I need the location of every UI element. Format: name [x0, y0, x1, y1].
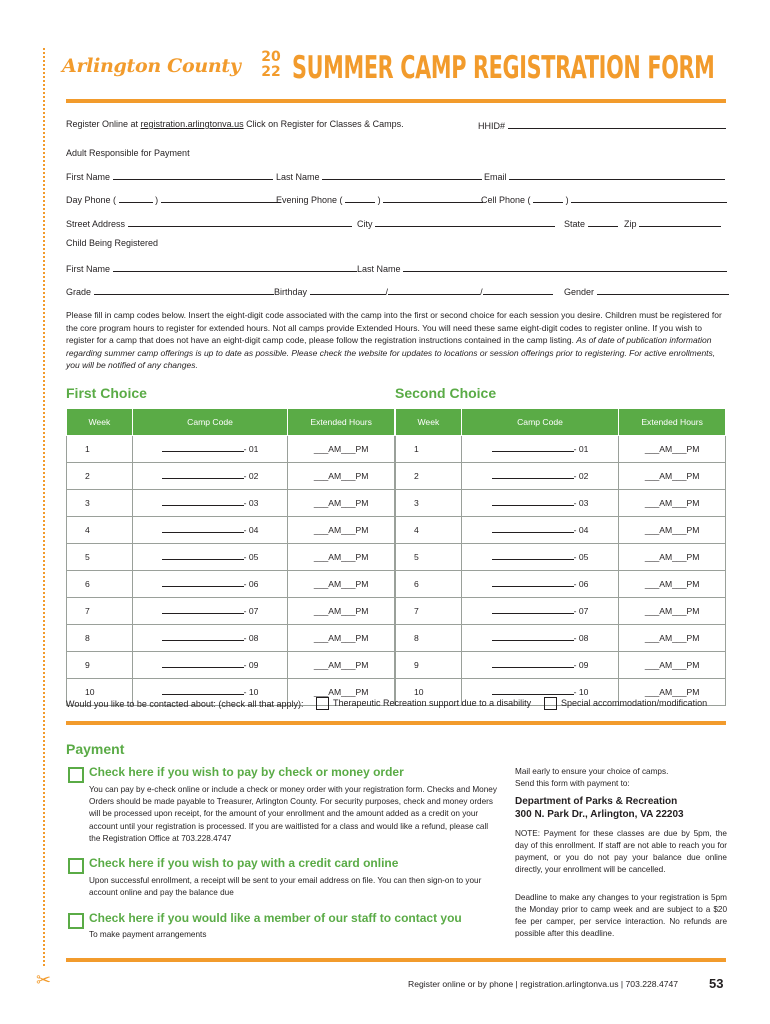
second-choice-row	[396, 517, 726, 544]
gender-label: Gender	[564, 287, 595, 297]
first-choice-row	[67, 625, 395, 652]
adult-first-name-field[interactable]	[66, 170, 273, 182]
cell-phone-close: )	[565, 195, 569, 205]
camp-code-suffix: - 03	[243, 498, 259, 508]
department-name: Department of Parks & Recreation	[515, 796, 678, 807]
column-header-camp-code: Camp Code	[461, 409, 619, 436]
register-suffix: Click on Register for Classes & Camps.	[243, 119, 404, 129]
extended-hours-cell[interactable]: ___AM___PM	[288, 490, 395, 517]
week-number: 9	[396, 652, 462, 679]
zip-label: Zip	[624, 219, 637, 229]
zip-field[interactable]	[624, 217, 721, 229]
birthday-label: Birthday	[274, 287, 308, 297]
camp-code-suffix: - 03	[573, 498, 589, 508]
staff-contact-heading: Check here if you would like a member of our staff to contact you	[89, 911, 462, 925]
camp-code-line[interactable]	[162, 526, 244, 533]
camp-code-cell[interactable]	[132, 571, 288, 598]
camp-code-suffix: - 02	[573, 471, 589, 481]
week-number: 1	[396, 436, 462, 463]
camp-code-line[interactable]	[162, 688, 244, 695]
week-number: 1	[67, 436, 133, 463]
second-choice-row	[396, 463, 726, 490]
camp-code-suffix: - 04	[573, 525, 589, 535]
camp-code-suffix: - 09	[243, 660, 259, 670]
camp-code-cell[interactable]	[461, 490, 619, 517]
week-number: 7	[396, 598, 462, 625]
second-choice-heading: Second Choice	[395, 385, 497, 401]
extended-hours-cell[interactable]: ___AM___PM	[288, 598, 395, 625]
adult-email-line[interactable]	[509, 170, 725, 180]
camp-code-line[interactable]	[162, 634, 244, 641]
therapeutic-label: Therapeutic Recreation support due to a disability	[333, 697, 532, 708]
credit-card-text: Upon successful enrollment, a receipt will be sent to your email address on file. You can then sign-on to your account online and pay the balance due	[89, 876, 482, 898]
first-choice-row	[67, 463, 395, 490]
second-choice-row	[396, 490, 726, 517]
child-first-name-line[interactable]	[113, 262, 357, 272]
extended-hours-cell[interactable]: ___AM___PM	[619, 679, 726, 706]
year	[256, 50, 286, 80]
camp-code-suffix: - 01	[573, 444, 589, 454]
birthday-year[interactable]	[483, 285, 553, 295]
camp-code-suffix: - 06	[243, 579, 259, 589]
evening-phone-area[interactable]	[345, 193, 375, 203]
extended-hours-cell[interactable]: ___AM___PM	[619, 517, 726, 544]
adult-heading: Adult Responsible for Payment	[66, 148, 190, 158]
column-header-extended-hours: Extended Hours	[288, 409, 395, 436]
grade-field[interactable]	[66, 285, 274, 297]
extended-hours-cell[interactable]: ___AM___PM	[288, 463, 395, 490]
adult-last-name-line[interactable]	[322, 170, 482, 180]
credit-card-heading: Check here if you wish to pay with a credit card online	[89, 856, 399, 870]
birthday-day[interactable]	[385, 285, 480, 297]
camp-code-cell[interactable]	[132, 652, 288, 679]
extended-hours-cell[interactable]: ___AM___PM	[288, 679, 395, 706]
extended-hours-cell[interactable]: ___AM___PM	[288, 571, 395, 598]
street-address-field[interactable]	[66, 217, 352, 229]
camp-code-suffix: - 05	[243, 552, 259, 562]
camp-code-cell[interactable]	[461, 517, 619, 544]
camp-code-cell[interactable]	[132, 490, 288, 517]
cut-line	[43, 48, 45, 966]
child-last-name-label: Last Name	[357, 264, 401, 274]
extended-hours-cell[interactable]: ___AM___PM	[619, 436, 726, 463]
camp-code-cell[interactable]	[132, 517, 288, 544]
check-payment-checkbox[interactable]	[68, 767, 84, 783]
page-title: SUMMER CAMP REGISTRATION FORM	[292, 50, 715, 86]
street-address: 300 N. Park Dr., Arlington, VA 22203	[515, 809, 684, 820]
city-line[interactable]	[375, 217, 555, 227]
birthday-slash-2: /	[480, 287, 483, 297]
hhid-line[interactable]	[508, 119, 726, 129]
footer-text: Register online or by phone | registration.arlingtonva.us | 703.228.4747	[408, 979, 679, 989]
camp-code-suffix: - 10	[573, 687, 589, 697]
camp-code-suffix: - 10	[243, 687, 259, 697]
week-number: 2	[67, 463, 133, 490]
camp-code-line[interactable]	[162, 661, 244, 668]
first-choice-heading: First Choice	[66, 385, 147, 401]
camp-code-cell[interactable]	[461, 571, 619, 598]
credit-card-checkbox[interactable]	[68, 858, 84, 874]
extended-hours-cell[interactable]: ___AM___PM	[619, 463, 726, 490]
therapeutic-option[interactable]	[316, 697, 531, 710]
child-heading: Child Being Registered	[66, 238, 159, 248]
camp-code-line[interactable]	[162, 445, 244, 452]
second-choice-row	[396, 436, 726, 463]
hhid-label: HHID#	[478, 121, 506, 131]
extended-hours-cell[interactable]: ___AM___PM	[619, 571, 726, 598]
camp-code-line[interactable]	[162, 472, 244, 479]
payment-title: Payment	[66, 741, 125, 757]
camp-code-suffix: - 02	[243, 471, 259, 481]
staff-contact-checkbox[interactable]	[68, 913, 84, 929]
registration-link[interactable]: registration.arlingtonva.us	[140, 119, 244, 129]
camp-code-cell[interactable]	[461, 625, 619, 652]
page-number: 53	[709, 976, 724, 991]
week-number: 5	[396, 544, 462, 571]
week-number: 10	[67, 679, 133, 706]
deadline-note: Deadline to make any changes to your registration is 5pm the Monday prior to camp week and are subject to a $20 fee per camper, per service interaction. No refunds are possible after this deadline.	[515, 893, 727, 938]
week-number: 3	[67, 490, 133, 517]
week-number: 7	[67, 598, 133, 625]
child-last-name-field[interactable]	[357, 262, 727, 274]
camp-code-cell[interactable]	[132, 544, 288, 571]
state-label: State	[564, 219, 586, 229]
first-choice-row	[67, 571, 395, 598]
zip-line[interactable]	[639, 217, 721, 227]
extended-hours-cell[interactable]: ___AM___PM	[619, 625, 726, 652]
camp-code-cell[interactable]	[461, 652, 619, 679]
camp-code-suffix: - 07	[243, 606, 259, 616]
cell-phone-field[interactable]	[481, 193, 727, 205]
first-choice-row	[67, 517, 395, 544]
state-field[interactable]	[564, 217, 618, 229]
camp-code-line[interactable]	[492, 607, 574, 614]
accommodation-checkbox[interactable]	[544, 697, 557, 710]
camp-code-cell[interactable]	[461, 463, 619, 490]
week-number: 4	[67, 517, 133, 544]
cell-phone-label: Cell Phone (	[481, 195, 531, 205]
day-phone-number[interactable]	[161, 193, 281, 203]
column-header-camp-code: Camp Code	[132, 409, 288, 436]
day-phone-area[interactable]	[119, 193, 153, 203]
week-number: 4	[396, 517, 462, 544]
arlington-logo: Arlington County	[62, 55, 241, 77]
child-first-name-field[interactable]	[66, 262, 357, 274]
camp-code-line[interactable]	[162, 580, 244, 587]
camp-code-cell[interactable]	[461, 436, 619, 463]
hhid-field[interactable]	[478, 119, 726, 131]
camp-code-line[interactable]	[162, 553, 244, 560]
cell-phone-number[interactable]	[571, 193, 727, 203]
camp-code-suffix: - 08	[573, 633, 589, 643]
register-prefix: Register Online at	[66, 119, 141, 129]
grade-label: Grade	[66, 287, 92, 297]
camp-code-cell[interactable]	[461, 544, 619, 571]
street-address-line[interactable]	[128, 217, 352, 227]
instructions-paragraph	[66, 309, 728, 372]
camp-code-suffix: - 07	[573, 606, 589, 616]
instructions-text: Please fill in camp codes below. Insert the eight-digit code associated with the camp into the first or second choice for each session you desire. Children must be registered for the core program hours to register for extended hours. Not all camps provide Extended Hours. You will need these same eight-digit codes to register online. If you wish to register for a camp that does not have an eight-digit camp code, please follow the registration instructions contained in the camp listing.	[66, 310, 722, 346]
second-choice-row	[396, 571, 726, 598]
state-line[interactable]	[588, 217, 618, 227]
city-label: City	[357, 219, 373, 229]
column-header-extended-hours: Extended Hours	[619, 409, 726, 436]
check-payment-heading: Check here if you wish to pay by check or money order	[89, 765, 404, 779]
day-phone-label: Day Phone (	[66, 195, 117, 205]
extended-hours-cell[interactable]: ___AM___PM	[288, 652, 395, 679]
footer-rule	[66, 958, 726, 962]
extended-hours-cell[interactable]: ___AM___PM	[619, 598, 726, 625]
camp-code-line[interactable]	[492, 472, 574, 479]
camp-code-cell[interactable]	[132, 436, 288, 463]
child-last-name-line[interactable]	[403, 262, 727, 272]
camp-code-line[interactable]	[492, 526, 574, 533]
section-rule	[66, 721, 726, 725]
mail-line-2: Send this form with payment to:	[515, 779, 630, 788]
week-number: 3	[396, 490, 462, 517]
extended-hours-cell[interactable]: ___AM___PM	[288, 625, 395, 652]
contact-question: Would you like to be contacted about: (check all that apply):	[66, 699, 304, 709]
second-choice-row	[396, 544, 726, 571]
first-choice-row	[67, 490, 395, 517]
birthday-slash-1: /	[385, 287, 389, 297]
extended-hours-cell[interactable]: ___AM___PM	[288, 517, 395, 544]
scissors-icon: ✂	[36, 970, 52, 990]
evening-phone-close: )	[377, 195, 381, 205]
camp-code-line[interactable]	[492, 688, 574, 695]
city-field[interactable]	[357, 217, 555, 229]
adult-first-name-label: First Name	[66, 172, 111, 182]
week-number: 9	[67, 652, 133, 679]
check-payment-text: You can pay by e-check online or include a check or money order with your registration form. Checks and Money Orders should be made payable to Treasurer, Arlington County. For security purposes, check and money orders will be processed upon receipt, for the amount of your enrollment and the amount added as a credit on your account until your registration is processed. If you are waitlisted for a class and would like a refund, please call the Registration Office at 703.228.4747	[89, 785, 497, 843]
first-choice-row	[67, 598, 395, 625]
camp-code-suffix: - 04	[243, 525, 259, 535]
staff-contact-text: To make payment arrangements	[89, 930, 207, 939]
evening-phone-field[interactable]	[276, 193, 483, 205]
camp-code-line[interactable]	[492, 445, 574, 452]
camp-code-suffix: - 05	[573, 552, 589, 562]
second-choice-table	[395, 408, 726, 706]
accommodation-option[interactable]	[544, 697, 707, 710]
camp-code-suffix: - 08	[243, 633, 259, 643]
evening-phone-number[interactable]	[383, 193, 483, 203]
week-number: 5	[67, 544, 133, 571]
day-phone-close: )	[155, 195, 159, 205]
camp-code-cell[interactable]	[461, 598, 619, 625]
extended-hours-cell[interactable]: ___AM___PM	[619, 490, 726, 517]
camp-code-suffix: - 06	[573, 579, 589, 589]
first-choice-table	[66, 408, 395, 706]
adult-last-name-field[interactable]	[276, 170, 482, 182]
mail-instructions	[515, 766, 727, 790]
camp-code-line[interactable]	[492, 580, 574, 587]
gender-field[interactable]	[564, 285, 729, 297]
extended-hours-cell[interactable]: ___AM___PM	[619, 652, 726, 679]
extended-hours-cell[interactable]: ___AM___PM	[288, 544, 395, 571]
first-choice-row	[67, 544, 395, 571]
grade-line[interactable]	[94, 285, 274, 295]
adult-last-name-label: Last Name	[276, 172, 320, 182]
mail-line-1: Mail early to ensure your choice of camps.	[515, 767, 669, 776]
evening-phone-label: Evening Phone (	[276, 195, 343, 205]
adult-email-field[interactable]	[484, 170, 725, 182]
first-choice-row	[67, 652, 395, 679]
mailing-address	[515, 795, 727, 821]
child-first-name-label: First Name	[66, 264, 111, 274]
instructions-italic: As of date of publication information regarding summer camp offerings is up to date as possible. Please check the website for updates to locations or session offerings prior to registering. For active enrollments, you will be notified of any changes.	[66, 335, 716, 371]
week-number: 8	[396, 625, 462, 652]
camp-code-suffix: - 01	[243, 444, 259, 454]
extended-hours-cell[interactable]: ___AM___PM	[619, 544, 726, 571]
birthday-field[interactable]	[274, 285, 553, 297]
camp-code-line[interactable]	[492, 661, 574, 668]
camp-code-line[interactable]	[492, 634, 574, 641]
week-number: 10	[396, 679, 462, 706]
year-top: 20	[261, 49, 281, 65]
therapeutic-checkbox[interactable]	[316, 697, 329, 710]
header-rule	[66, 99, 726, 103]
gender-line[interactable]	[597, 285, 729, 295]
adult-first-name-line[interactable]	[113, 170, 273, 180]
camp-code-suffix: - 09	[573, 660, 589, 670]
accommodation-label: Special accommodation/modification	[561, 697, 708, 708]
birthday-month[interactable]	[310, 285, 386, 295]
year-bottom: 22	[261, 64, 281, 80]
week-number: 6	[67, 571, 133, 598]
column-header-week: Week	[67, 409, 133, 436]
week-number: 6	[396, 571, 462, 598]
adult-email-label: Email	[484, 172, 507, 182]
camp-code-line[interactable]	[162, 499, 244, 506]
week-number: 8	[67, 625, 133, 652]
camp-code-cell[interactable]	[132, 598, 288, 625]
cell-phone-area[interactable]	[533, 193, 563, 203]
camp-code-cell[interactable]	[132, 463, 288, 490]
camp-code-line[interactable]	[492, 553, 574, 560]
camp-code-line[interactable]	[492, 499, 574, 506]
second-choice-row	[396, 652, 726, 679]
extended-hours-cell[interactable]: ___AM___PM	[288, 436, 395, 463]
camp-code-line[interactable]	[162, 607, 244, 614]
register-online-text	[66, 119, 404, 129]
day-phone-field[interactable]	[66, 193, 281, 205]
column-header-week: Week	[396, 409, 462, 436]
second-choice-row	[396, 625, 726, 652]
week-number: 2	[396, 463, 462, 490]
second-choice-row	[396, 598, 726, 625]
payment-note: NOTE: Payment for these classes are due by 5pm, the day of this enrollment. If staff are not able to reach you for payment, or you do not pay your balance due online directly, your enrollment will be cancelled.	[515, 829, 727, 874]
camp-code-cell[interactable]	[132, 625, 288, 652]
street-address-label: Street Address	[66, 219, 126, 229]
first-choice-row	[67, 436, 395, 463]
